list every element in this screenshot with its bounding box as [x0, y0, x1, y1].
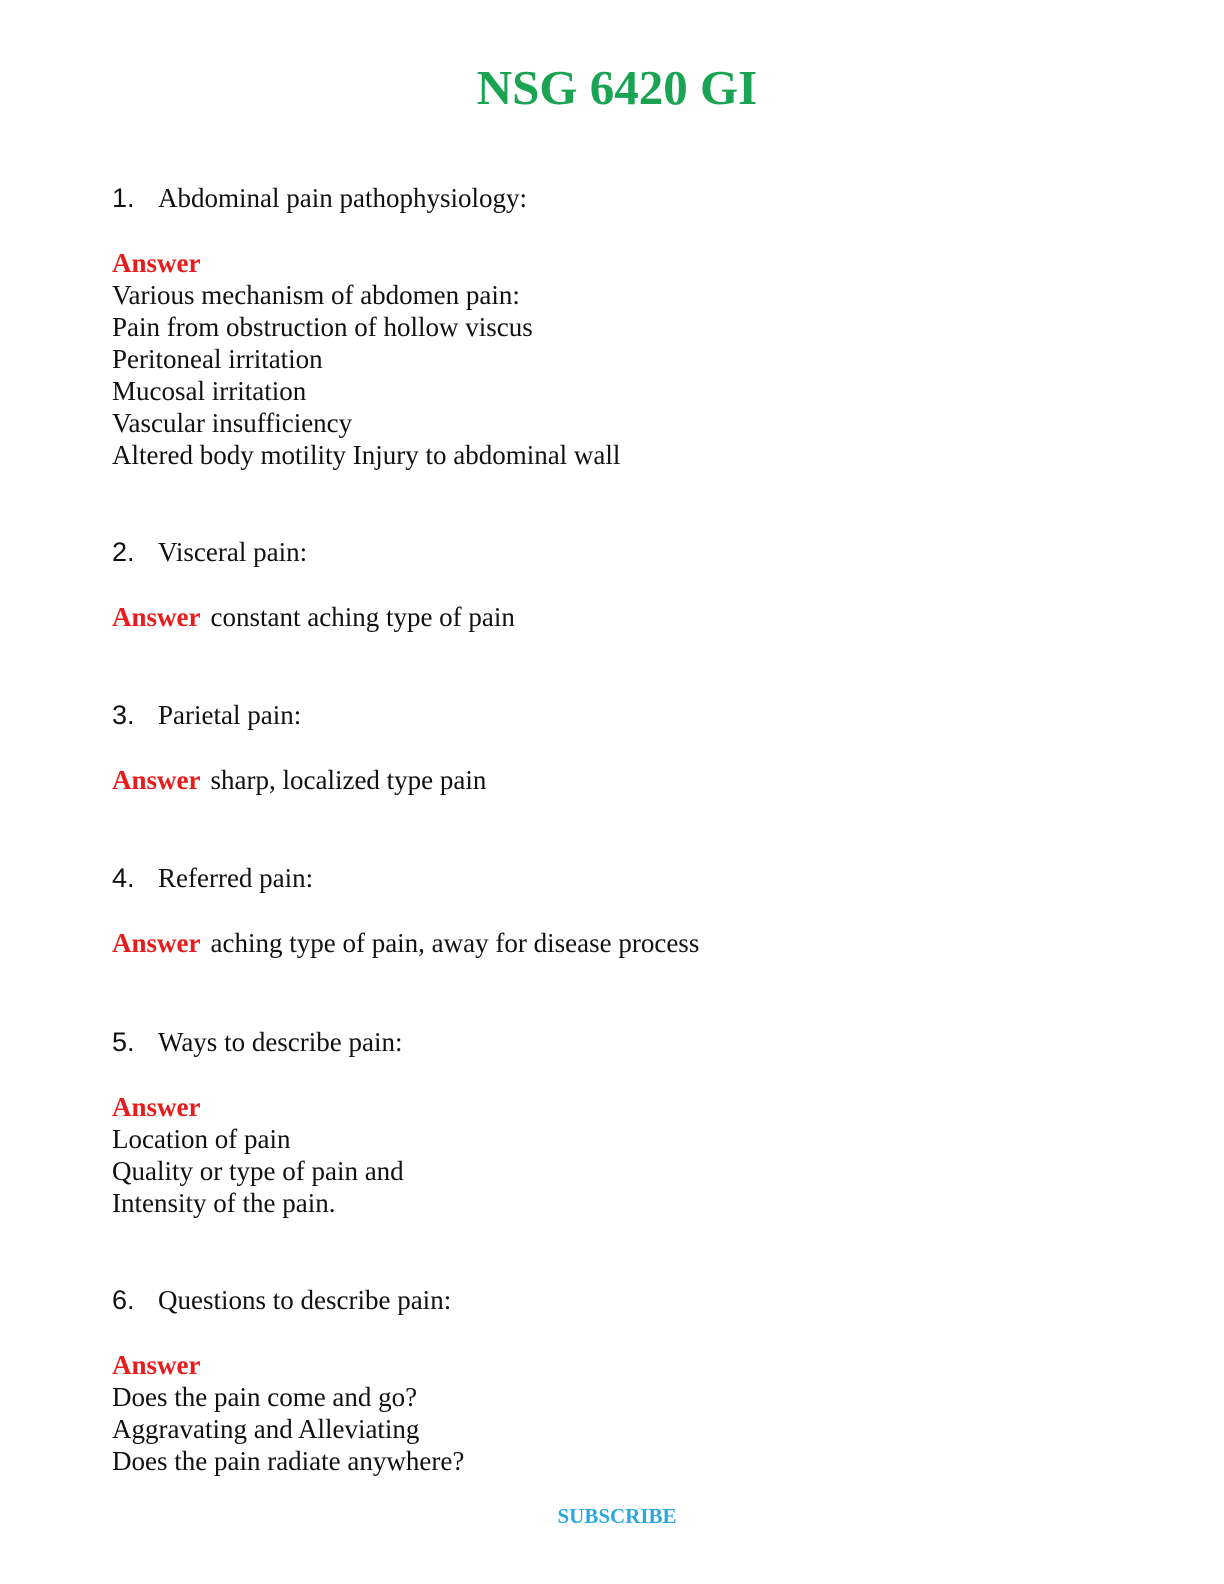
answer-label: Answer	[112, 248, 201, 278]
answer-line: Location of pain	[112, 1124, 291, 1154]
answer-6	[112, 1349, 464, 1477]
question-text: Referred pain:	[158, 863, 314, 893]
question-text: Ways to describe pain:	[158, 1027, 403, 1057]
question-number: 3.	[112, 700, 135, 730]
question-1	[112, 182, 527, 214]
answer-label: Answer	[112, 928, 201, 958]
answer-label: Answer	[112, 1092, 201, 1122]
answer-line: Altered body motility Injury to abdominal wall	[112, 440, 621, 470]
answer-label: Answer	[112, 602, 201, 632]
question-number: 4.	[112, 863, 135, 893]
page-title: NSG 6420 GI	[476, 60, 758, 115]
answer-line: Pain from obstruction of hollow viscus	[112, 312, 533, 342]
answer-line: Mucosal irritation	[112, 376, 307, 406]
answer-text: aching type of pain, away for disease process	[210, 928, 700, 958]
question-4	[112, 862, 313, 894]
answer-5	[112, 1091, 404, 1219]
subscribe-link[interactable]: SUBSCRIBE	[557, 1504, 677, 1528]
answer-2	[112, 601, 515, 633]
question-5	[112, 1026, 403, 1058]
question-text: Questions to describe pain:	[158, 1285, 452, 1315]
answer-1	[112, 247, 620, 471]
answer-lines	[112, 279, 620, 471]
answer-text: sharp, localized type pain	[210, 765, 487, 795]
answer-line: Vascular insufficiency	[112, 408, 353, 438]
answer-line: Various mechanism of abdomen pain:	[112, 280, 520, 310]
question-text: Visceral pain:	[158, 537, 308, 567]
question-number: 1.	[112, 183, 135, 213]
question-number: 2.	[112, 537, 135, 567]
answer-label: Answer	[112, 765, 201, 795]
question-number: 5.	[112, 1027, 135, 1057]
answer-3	[112, 764, 486, 796]
answer-lines	[112, 1123, 404, 1219]
answer-line: Intensity of the pain.	[112, 1188, 336, 1218]
question-text: Parietal pain:	[158, 700, 302, 730]
answer-line: Quality or type of pain and	[112, 1156, 404, 1186]
answer-label: Answer	[112, 1350, 201, 1380]
question-6	[112, 1284, 451, 1316]
question-2	[112, 536, 307, 568]
answer-line: Peritoneal irritation	[112, 344, 323, 374]
answer-4	[112, 927, 699, 959]
question-text: Abdominal pain pathophysiology:	[158, 183, 527, 213]
answer-line: Aggravating and Alleviating	[112, 1414, 420, 1444]
question-3	[112, 699, 301, 731]
question-number: 6.	[112, 1285, 135, 1315]
answer-lines	[112, 1381, 464, 1477]
answer-line: Does the pain come and go?	[112, 1382, 418, 1412]
answer-line: Does the pain radiate anywhere?	[112, 1446, 465, 1476]
answer-text: constant aching type of pain	[210, 602, 515, 632]
